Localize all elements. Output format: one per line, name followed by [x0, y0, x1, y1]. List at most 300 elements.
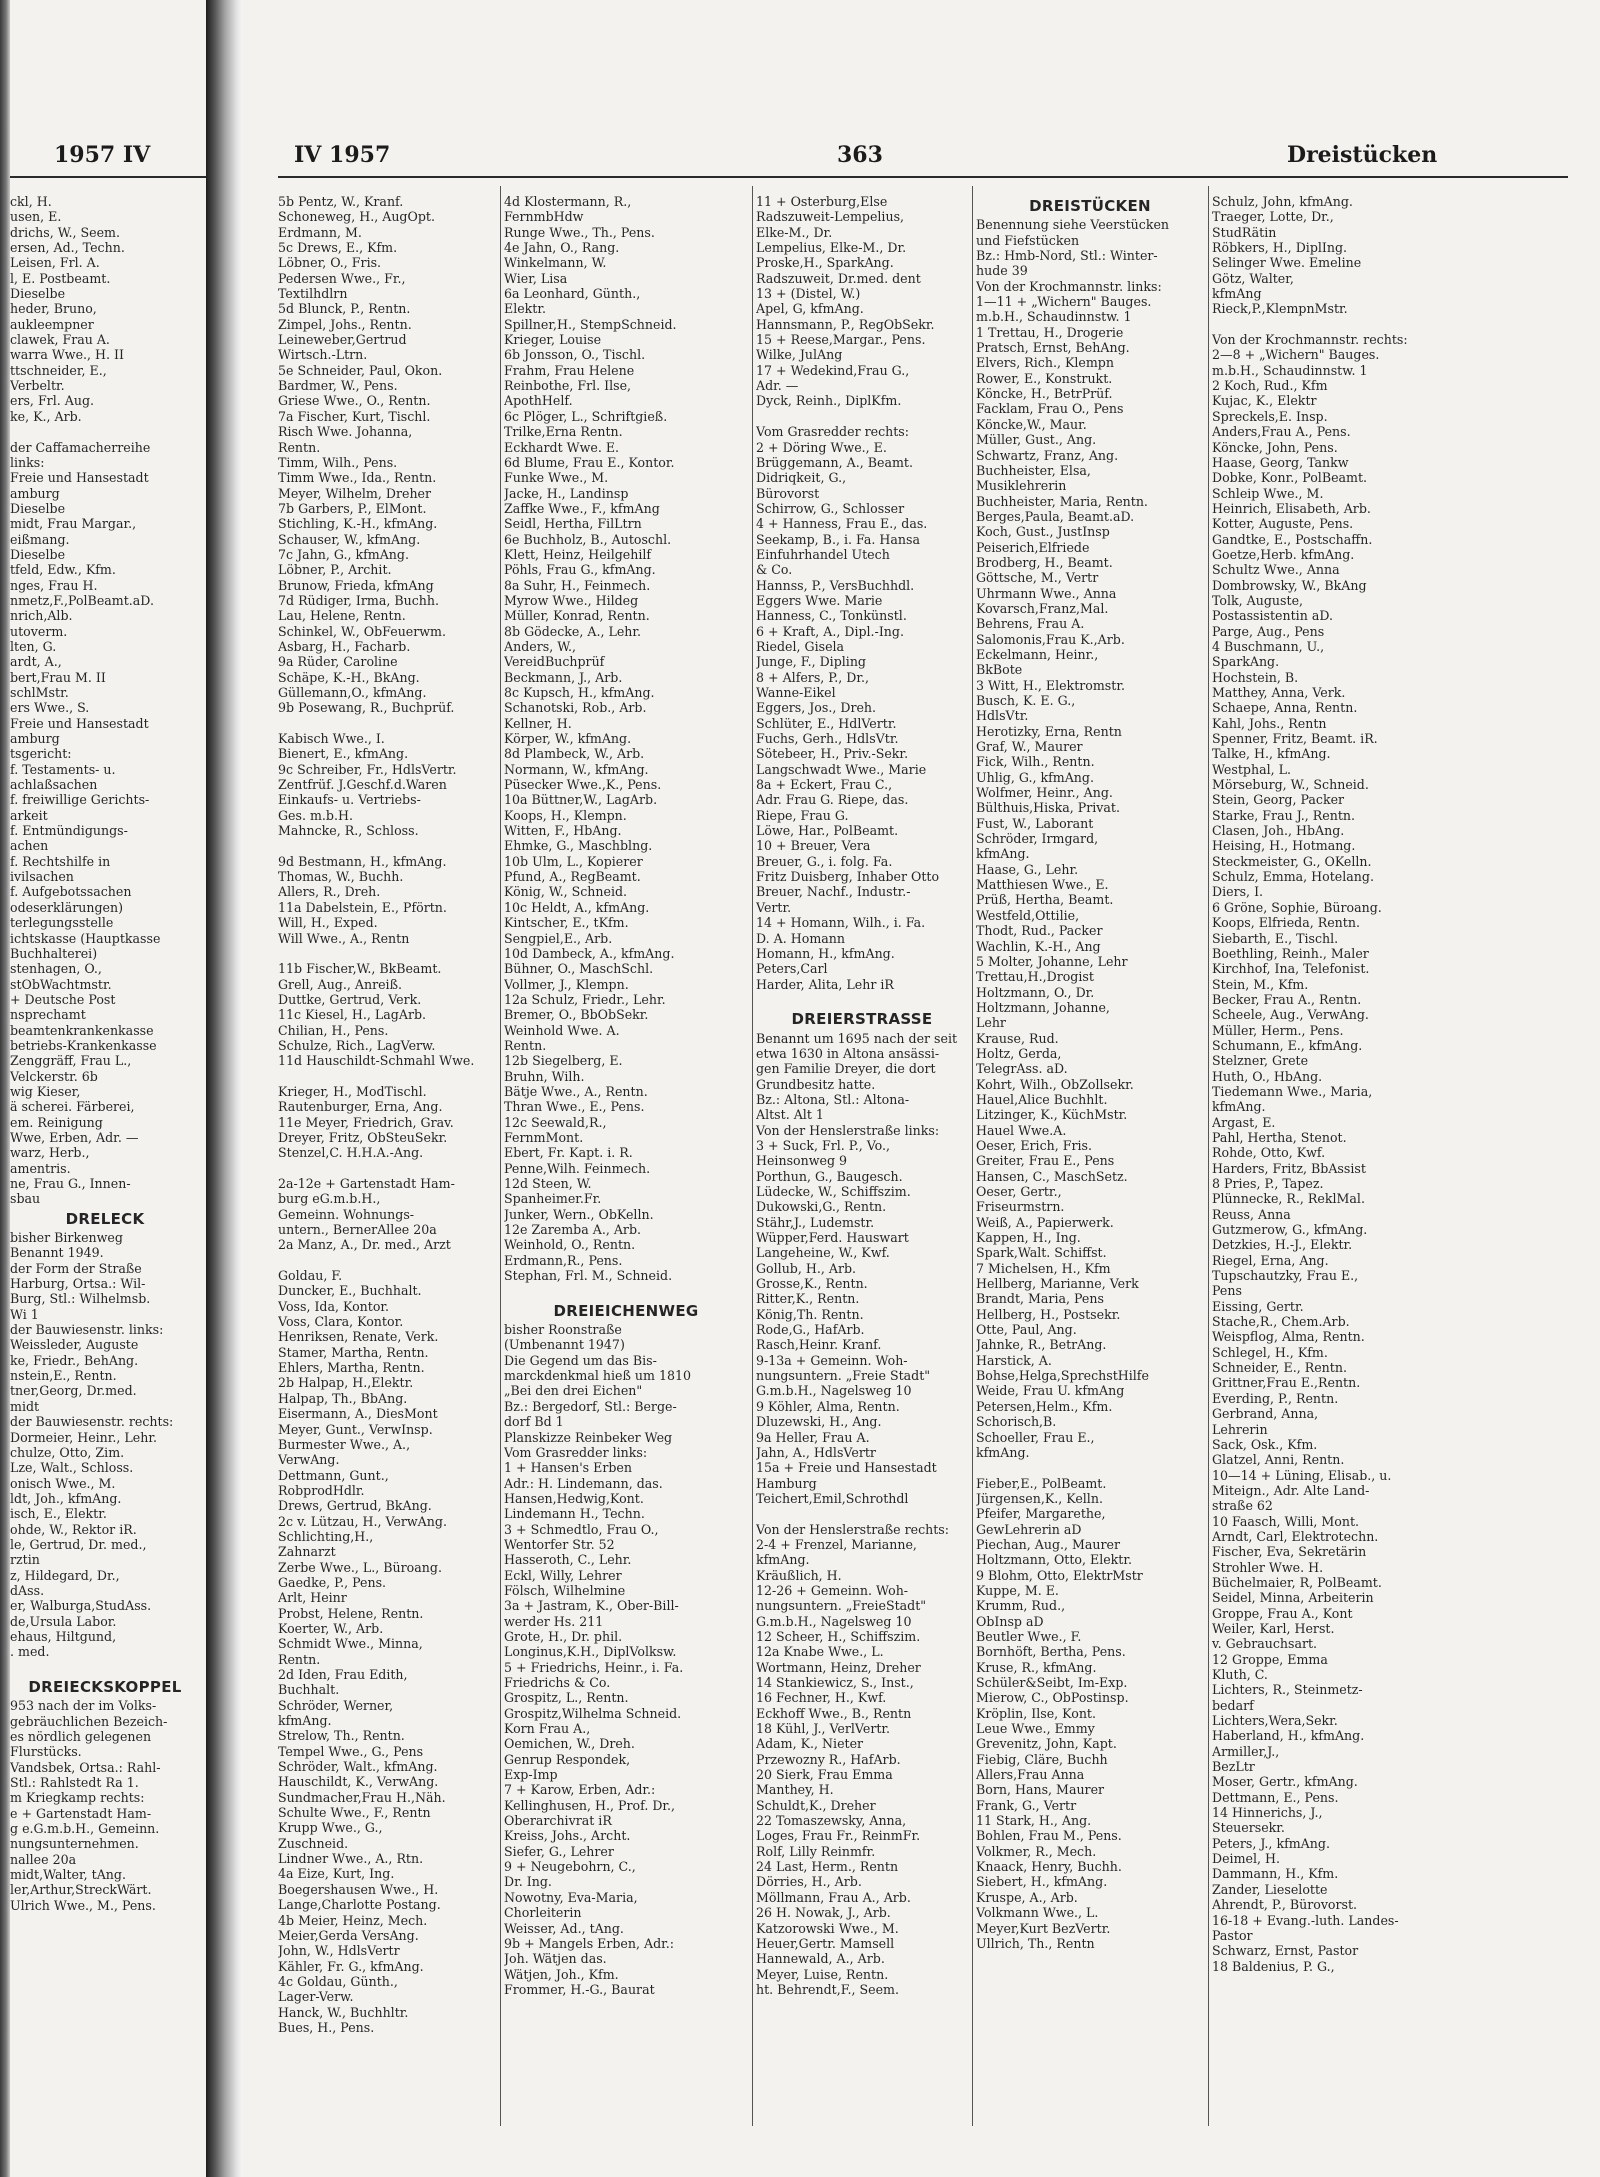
directory-entry: Schüler&Seibt, Im-Exp.: [976, 1675, 1128, 1690]
directory-entry: [756, 992, 968, 1007]
directory-entry: der Form der Straße: [10, 1260, 142, 1276]
directory-entry: 14 Hinnerichs, J.,: [1212, 1805, 1323, 1821]
directory-entry: stenhagen, O.,: [10, 961, 102, 977]
directory-entry: Vandsbek, Ortsa.: Rahl-: [10, 1759, 161, 1775]
directory-entry: 4d Klostermann, R.,: [504, 194, 632, 209]
directory-entry: wig Kieser,: [10, 1083, 81, 1099]
directory-entry: Koerter, W., Arb.: [278, 1620, 384, 1636]
left-page: [10, 0, 206, 2177]
directory-entry: Büchelmaier, R, PolBeamt.: [1212, 1574, 1382, 1590]
directory-entry: Longinus,K.H., DiplVolksw.: [504, 1644, 677, 1660]
directory-entry: Holtzmann, Otto, Elektr.: [976, 1552, 1133, 1568]
directory-entry: [504, 1283, 748, 1298]
directory-entry: Funke Wwe., M.: [504, 470, 609, 486]
directory-entry: dAss.: [10, 1582, 45, 1598]
directory-entry: Stephan, Frl. M., Schneid.: [504, 1268, 673, 1284]
directory-entry: 12a Knabe Wwe., L.: [756, 1644, 884, 1660]
directory-entry: gebräuchlichen Bezeich-: [10, 1713, 168, 1729]
directory-entry: Kovarsch,Franz,Mal.: [976, 600, 1109, 616]
directory-entry: Schulz, Emma, Hotelang.: [1212, 869, 1374, 885]
directory-entry: Oeser, Gertr.,: [976, 1184, 1062, 1199]
directory-entry: terlegungsstelle: [10, 915, 114, 931]
directory-entry: Von der Henslerstraße links:: [756, 1122, 940, 1138]
directory-entry: Hellberg, H., Postsekr.: [976, 1306, 1121, 1322]
directory-entry: Wolfmer, Heinr., Ang.: [976, 785, 1113, 801]
directory-entry: G.m.b.H., Nagelsweg 10: [756, 1383, 912, 1399]
directory-entry: 10b Ulm, L., Kopierer: [504, 853, 643, 869]
directory-entry: Hellberg, Marianne, Verk: [976, 1276, 1139, 1292]
directory-entry: burg eG.m.b.H.,: [278, 1191, 381, 1207]
directory-entry: nallee 20a: [10, 1851, 77, 1867]
directory-entry: Bremer, O., BbObSekr.: [504, 1007, 649, 1023]
directory-entry: tsgericht:: [10, 746, 72, 762]
column-divider: [972, 186, 973, 2126]
directory-entry: etwa 1630 in Altona ansässi-: [756, 1045, 940, 1061]
directory-entry: 9d Bestmann, H., kfmAng.: [278, 853, 447, 869]
directory-entry: Ullrich, Th., Rentn: [976, 1935, 1095, 1951]
directory-entry: Wier, Lisa: [504, 270, 568, 286]
directory-entry: 4a Eize, Kurt, Ing.: [278, 1866, 395, 1882]
directory-entry: 6 Gröne, Sophie, Büroang.: [1212, 899, 1382, 915]
directory-entry: Adr.: H. Lindemann, das.: [504, 1475, 663, 1491]
directory-entry: 5e Schneider, Paul, Okon.: [278, 362, 443, 378]
directory-entry: 11d Hauschildt-Schmahl Wwe.: [278, 1053, 475, 1069]
directory-entry: Weinhold, O., Rentn.: [504, 1237, 636, 1253]
directory-entry: Hauschildt, K., VerwAng.: [278, 1774, 439, 1790]
directory-entry: Przewozny R., HafArb.: [756, 1751, 901, 1767]
directory-entry: Lindemann H., Techn.: [504, 1506, 645, 1522]
directory-entry: Bohse,Helga,SprechstHilfe: [976, 1368, 1149, 1384]
directory-entry: arkeit: [10, 807, 48, 823]
directory-entry: Matthiesen Wwe., E.: [976, 877, 1109, 893]
directory-entry: Voss, Clara, Kontor.: [278, 1314, 404, 1330]
directory-entry: Myrow Wwe., Hildeg: [504, 592, 639, 608]
directory-entry: (Umbenannt 1947): [504, 1337, 625, 1353]
directory-entry: Oeser, Erich, Fris.: [976, 1137, 1092, 1153]
directory-entry: Seekamp, B., i. Fa. Hansa: [756, 531, 920, 547]
directory-entry: 9b Posewang, R., Buchprüf.: [278, 700, 455, 716]
directory-entry: Stähr,J., Ludemstr.: [756, 1214, 875, 1230]
directory-entry: 18 Baldenius, P. G.,: [1212, 1958, 1335, 1974]
directory-entry: 9a Heller, Frau A.: [756, 1429, 870, 1445]
directory-entry: Parge, Aug., Pens: [1212, 623, 1325, 639]
directory-entry: Schanotski, Rob., Arb.: [504, 700, 647, 716]
directory-entry: Stache,R., Chem.Arb.: [1212, 1314, 1350, 1330]
directory-entry: Junker, Wern., ObKelln.: [504, 1206, 654, 1222]
directory-entry: Löbner, P., Archit.: [278, 562, 392, 578]
directory-entry: [756, 409, 968, 424]
directory-entry: Harburg, Ortsa.: Wil-: [10, 1276, 146, 1292]
directory-entry: Fick, Wilh., Rentn.: [976, 754, 1095, 770]
directory-entry: Eckl, Willy, Lehrer: [504, 1567, 622, 1583]
directory-entry: chulze, Otto, Zim.: [10, 1444, 125, 1460]
directory-entry: Dammann, H., Kfm.: [1212, 1866, 1339, 1882]
directory-entry: Lempelius, Elke-M., Dr.: [756, 240, 907, 256]
directory-entry: Litzinger, K., KüchMstr.: [976, 1107, 1128, 1123]
directory-entry: Weinhold Wwe. A.: [504, 1022, 620, 1038]
section-heading: DREISTÜCKEN: [1029, 197, 1151, 215]
directory-entry: Velckerstr. 6b: [10, 1068, 98, 1084]
directory-entry: odeserklärungen): [10, 899, 123, 915]
directory-entry: Frommer, H.-G., Baurat: [504, 1981, 655, 1997]
directory-entry: Holtz, Gerda,: [976, 1045, 1062, 1061]
directory-entry: 9a Rüder, Caroline: [278, 654, 398, 670]
directory-entry: 8 + Alfers, P., Dr.,: [756, 669, 869, 685]
directory-entry: ers, Frl. Aug.: [10, 393, 95, 409]
directory-entry: Tolk, Auguste,: [1212, 592, 1304, 608]
directory-entry: ers Wwe., S.: [10, 700, 90, 716]
directory-entry: FernmbHdw: [504, 209, 584, 225]
directory-entry: Trettau,H.,Drogist: [976, 969, 1094, 985]
directory-entry: 15a + Freie und Hansestadt: [756, 1460, 937, 1476]
directory-entry: ohde, W., Rektor iR.: [10, 1521, 137, 1537]
directory-entry: Rentn.: [278, 1651, 321, 1667]
directory-entry: Von der Henslerstraße rechts:: [756, 1521, 950, 1537]
directory-entry: clawek, Frau A.: [10, 332, 110, 348]
directory-entry: Holtzmann, Johanne,: [976, 999, 1110, 1015]
directory-entry: f. freiwillige Gerichts-: [10, 792, 150, 808]
directory-entry: Möllmann, Frau A., Arb.: [756, 1889, 911, 1905]
directory-entry: Anders, W.,: [504, 638, 576, 654]
directory-entry: Vom Grasredder rechts:: [756, 424, 909, 440]
directory-entry: & Co.: [756, 562, 793, 578]
directory-entry: Meyer, Wilhelm, Dreher: [278, 485, 432, 501]
directory-entry: Köncke, H., BetrPrüf.: [976, 386, 1113, 402]
directory-entry: Allers, R., Dreh.: [278, 884, 381, 900]
directory-entry: Peters,Carl: [756, 961, 828, 977]
directory-entry: Haase, G., Lehr.: [976, 861, 1079, 877]
directory-entry: Will Wwe., A., Rentn: [278, 930, 410, 946]
directory-entry: Dormeier, Heinr., Lehr.: [10, 1429, 158, 1445]
directory-entry: Zimpel, Johs., Rentn.: [278, 316, 412, 332]
directory-entry: Mörseburg, W., Schneid.: [1212, 777, 1369, 793]
directory-entry: marckdenkmal hieß um 1810: [504, 1368, 692, 1384]
directory-entry: Fritz Duisberg, Inhaber Otto: [756, 869, 940, 885]
directory-entry: Breuer, G., i. folg. Fa.: [756, 853, 893, 869]
directory-entry: Bohlen, Frau M., Pens.: [976, 1828, 1122, 1844]
directory-entry: Grosse,K., Rentn.: [756, 1276, 868, 1292]
directory-entry: 7 + Karow, Erben, Adr.:: [504, 1782, 656, 1798]
directory-entry: Graf, W., Maurer: [976, 739, 1083, 755]
directory-entry: Wüpper,Ferd. Hauswart: [756, 1230, 909, 1246]
directory-entry: Salomonis,Frau K.,Arb.: [976, 631, 1125, 647]
right-header-rule: [278, 176, 1568, 178]
directory-entry: beamtenkrankenkasse: [10, 1022, 154, 1038]
directory-entry: FernmMont.: [504, 1129, 584, 1145]
directory-entry: Meyer,Kurt BezVertr.: [976, 1920, 1111, 1936]
directory-entry: stObWachtmstr.: [10, 976, 112, 992]
directory-entry: utoverm.: [10, 623, 68, 639]
left-page-column: [10, 194, 200, 1913]
directory-entry: Kröplin, Ilse, Kont.: [976, 1705, 1096, 1721]
directory-entry: Schinkel, W., ObFeuerwm.: [278, 623, 446, 639]
directory-entry: Junge, F., Dipling: [756, 654, 866, 670]
directory-entry: Thomas, W., Buchh.: [278, 869, 404, 885]
directory-entry: f. Testaments- u.: [10, 761, 116, 777]
directory-entry: Hanck, W., Buchhltr.: [278, 2004, 409, 2020]
directory-entry: Duncker, E., Buchhalt.: [278, 1283, 422, 1299]
directory-entry: 9-13a + Gemeinn. Woh-: [756, 1352, 908, 1368]
directory-entry: Flurstücks.: [10, 1744, 82, 1760]
directory-entry: BezLtr: [1212, 1759, 1255, 1775]
directory-entry: Herotizky, Erna, Rentn: [976, 723, 1122, 739]
directory-entry: Kellner, H.: [504, 715, 572, 731]
directory-entry: ke, Friedr., BehAng.: [10, 1352, 139, 1368]
directory-entry: 12b Siegelberg, E.: [504, 1053, 623, 1069]
directory-entry: 16 Fechner, H., Kwf.: [756, 1690, 887, 1706]
directory-entry: 4 Buschmann, U.,: [1212, 638, 1325, 654]
directory-entry: 5 Molter, Johanne, Lehr: [976, 953, 1128, 969]
directory-column-5: [1212, 194, 1452, 1974]
directory-entry: Witten, F., HbAng.: [504, 823, 622, 839]
directory-entry: Eissing, Gertr.: [1212, 1298, 1304, 1314]
directory-entry: Matthey, Anna, Verk.: [1212, 685, 1346, 700]
directory-entry: 1 Trettau, H., Drogerie: [976, 324, 1124, 340]
directory-entry: 10 Faasch, Willi, Mont.: [1212, 1513, 1360, 1529]
directory-entry: HdlsVtr.: [976, 708, 1029, 724]
directory-entry: Schoeller, Frau E.,: [976, 1429, 1095, 1445]
directory-entry: Kähler, Fr. G., kfmAng.: [278, 1958, 424, 1974]
directory-entry: Strelow, Th., Rentn.: [278, 1728, 405, 1744]
directory-entry: [1212, 317, 1452, 332]
left-header-rule: [10, 176, 206, 178]
directory-entry: König,Th. Rentn.: [756, 1306, 864, 1322]
directory-entry: em. Reinigung: [10, 1114, 103, 1130]
directory-entry: ApothHelf.: [504, 393, 573, 409]
column-divider: [500, 186, 501, 2126]
directory-entry: Bätje Wwe., A., Rentn.: [504, 1083, 648, 1099]
directory-entry: Spillner,H., StempSchneid.: [504, 316, 677, 332]
directory-entry: Grittner,Frau E.,Rentn.: [1212, 1375, 1361, 1391]
directory-entry: Holtzmann, O., Dr.: [976, 984, 1095, 1000]
directory-entry: Leue Wwe., Emmy: [976, 1721, 1095, 1737]
directory-entry: nges, Frau H.: [10, 577, 98, 593]
directory-entry: Pens: [1212, 1283, 1242, 1299]
directory-entry: Schulz, John, kfmAng.: [1212, 194, 1353, 209]
directory-entry: Meyer, Gunt., VerwInsp.: [278, 1421, 433, 1437]
directory-entry: achen: [10, 838, 49, 854]
directory-entry: Proske,H., SparkAng.: [756, 255, 894, 271]
directory-entry: Miteign., Adr. Alte Land-: [1212, 1482, 1370, 1498]
directory-entry: der Bauwiesenstr. rechts:: [10, 1414, 174, 1430]
directory-entry: 2a-12e + Gartenstadt Ham-: [278, 1176, 455, 1191]
directory-entry: Buchheister, Maria, Rentn.: [976, 493, 1148, 509]
directory-entry: Müller, Gust., Ang.: [976, 432, 1097, 448]
directory-entry: nungsuntern. „FreieStadt": [756, 1598, 927, 1614]
directory-entry: Erdmann, M.: [278, 224, 362, 240]
directory-entry: 10d Dambeck, A., kfmAng.: [504, 945, 675, 961]
directory-entry: Dieselbe: [10, 500, 66, 516]
directory-entry: Goldau, F.: [278, 1268, 343, 1284]
directory-entry: Vollmer, J., Klempn.: [504, 976, 629, 992]
directory-entry: ckl, H.: [10, 194, 52, 209]
directory-entry: Grell, Aug., Anreiß.: [278, 976, 402, 992]
directory-column-4: [976, 194, 1204, 1951]
directory-entry: Runge Wwe., Th., Pens.: [504, 224, 655, 240]
directory-entry: 8b Gödecke, A., Lehr.: [504, 623, 642, 639]
directory-entry: 11e Meyer, Friedrich, Grav.: [278, 1114, 454, 1130]
directory-entry: 12e Zaremba A., Arb.: [504, 1222, 642, 1238]
directory-entry: er, Walburga,StudAss.: [10, 1598, 152, 1614]
directory-entry: Stein, M., Kfm.: [1212, 976, 1309, 992]
directory-entry: Wortmann, Heinz, Dreher: [756, 1659, 921, 1675]
directory-entry: rztin: [10, 1552, 40, 1568]
directory-entry: warz, Herb.,: [10, 1145, 90, 1161]
directory-entry: Schlegel, H., Kfm.: [1212, 1344, 1328, 1360]
directory-entry: Koch, Gust., JustInsp: [976, 524, 1110, 540]
directory-entry: heder, Bruno,: [10, 301, 97, 317]
section-heading: DREIECKSKOPPEL: [28, 1678, 182, 1696]
directory-entry: 10a Büttner,W., LagArb.: [504, 792, 658, 808]
directory-entry: Dieselbe: [10, 286, 66, 302]
directory-entry: Benannt 1949.: [10, 1245, 104, 1261]
directory-entry: Buchhalt.: [278, 1682, 340, 1698]
directory-entry: Friedrichs & Co.: [504, 1675, 611, 1690]
directory-entry: ardt, A.,: [10, 654, 62, 670]
directory-entry: Wachlin, K.-H., Ang: [976, 938, 1101, 954]
directory-entry: Eggers Wwe. Marie: [756, 592, 883, 608]
directory-entry: [976, 1460, 1204, 1475]
directory-entry: Langeheine, W., Kwf.: [756, 1245, 890, 1261]
directory-entry: Stelzner, Grete: [1212, 1053, 1309, 1069]
directory-entry: Von der Krochmannstr. rechts:: [1212, 332, 1408, 348]
directory-entry: Plünnecke, R., ReklMal.: [1212, 1191, 1365, 1207]
directory-entry: ler,Arthur,StreckWärt.: [10, 1882, 152, 1898]
directory-entry: Elektr.: [504, 301, 547, 317]
directory-entry: Krupp Wwe., G.,: [278, 1820, 383, 1836]
directory-entry: 4b Meier, Heinz, Mech.: [278, 1912, 428, 1928]
directory-entry: 16-18 + Evang.-luth. Landes-: [1212, 1912, 1399, 1928]
directory-entry: Duttke, Gertrud, Verk.: [278, 991, 422, 1007]
directory-entry: Eisermann, A., DiesMont: [278, 1406, 438, 1422]
directory-entry: Fieber,E., PolBeamt.: [976, 1475, 1107, 1491]
directory-entry: ke, K., Arb.: [10, 408, 82, 424]
directory-entry: 2a Manz, A., Dr. med., Arzt: [278, 1237, 451, 1253]
directory-entry: Friseurmstrn.: [976, 1199, 1065, 1215]
scan-edge: [0, 0, 10, 2177]
directory-entry: Sack, Osk., Kfm.: [1212, 1436, 1318, 1452]
directory-entry: Müller, Konrad, Rentn.: [504, 608, 650, 624]
directory-entry: Schaepe, Anna, Rentn.: [1212, 700, 1358, 716]
directory-entry: G.m.b.H., Nagelsweg 10: [756, 1613, 912, 1629]
directory-entry: Güllemann,O., kfmAng.: [278, 685, 427, 700]
directory-entry: [756, 1506, 968, 1521]
directory-entry: kfmAng.: [976, 1444, 1030, 1460]
directory-entry: Heuer,Gertr. Mamsell: [756, 1935, 895, 1951]
section-heading: DREIEICHENWEG: [553, 1301, 699, 1320]
directory-entry: Schröder, Walt., kfmAng.: [278, 1759, 438, 1775]
directory-entry: Breuer, Nachf., Industr.-: [756, 884, 911, 900]
directory-entry: Dettmann, E., Pens.: [1212, 1789, 1339, 1805]
directory-entry: Uhlig, G., kfmAng.: [976, 769, 1094, 785]
directory-entry: Schmidt Wwe., Minna,: [278, 1636, 423, 1652]
directory-entry: Prüß, Hertha, Beamt.: [976, 892, 1114, 908]
directory-entry: Eckhoff Wwe., B., Rentn: [756, 1705, 912, 1721]
directory-entry: 8d Plambeck, W., Arb.: [504, 746, 645, 762]
directory-entry: betriebs-Krankenkasse: [10, 1037, 157, 1053]
directory-entry: Sötebeer, H., Priv.-Sekr.: [756, 746, 909, 762]
directory-entry: 26 H. Nowak, J., Arb.: [756, 1905, 891, 1921]
directory-entry: BkBote: [976, 662, 1023, 678]
directory-entry: Hauel Wwe.A.: [976, 1122, 1067, 1138]
directory-entry: Textilhdlrn: [278, 286, 348, 302]
directory-entry: ichtskasse (Hauptkasse: [10, 930, 161, 946]
directory-entry: Zahnarzt: [278, 1544, 336, 1560]
directory-entry: der Caffamacherreihe: [10, 439, 151, 455]
directory-entry: Spenner, Fritz, Beamt. iR.: [1212, 731, 1378, 747]
directory-entry: Kabisch Wwe., I.: [278, 731, 385, 747]
directory-entry: Krause, Rud.: [976, 1030, 1059, 1046]
directory-entry: Dettmann, Gunt.,: [278, 1467, 389, 1483]
directory-entry: VereidBuchprüf: [504, 654, 605, 670]
directory-entry: Schwartz, Franz, Ang.: [976, 447, 1119, 463]
directory-entry: Kreiss, Johs., Archt.: [504, 1828, 631, 1844]
directory-entry: usen, E.: [10, 209, 62, 225]
directory-entry: schlMstr.: [10, 685, 69, 700]
directory-entry: Zander, Lieselotte: [1212, 1881, 1328, 1897]
directory-entry: 7a Fischer, Kurt, Tischl.: [278, 408, 431, 424]
directory-entry: Kotter, Auguste, Pens.: [1212, 516, 1354, 532]
directory-entry: Lüdecke, W., Schiffszim.: [756, 1184, 911, 1199]
directory-entry: Schwarz, Ernst, Pastor: [1212, 1943, 1359, 1959]
directory-entry: Jahnke, R., BetrAng.: [976, 1337, 1107, 1353]
directory-entry: dorf Bd 1: [504, 1414, 564, 1430]
directory-entry: Ehmke, G., Maschblng.: [504, 838, 653, 854]
directory-entry: Zenggräff, Frau L.,: [10, 1053, 132, 1069]
directory-entry: StudRätin: [1212, 224, 1277, 240]
directory-entry: Henriksen, Renate, Verk.: [278, 1329, 439, 1345]
directory-entry: Seidel, Minna, Arbeiterin: [1212, 1590, 1374, 1606]
directory-entry: Goetze,Herb. kfmAng.: [1212, 546, 1355, 562]
directory-entry: Kräußlich, H.: [756, 1567, 842, 1583]
directory-entry: Elke-M., Dr.: [756, 224, 833, 240]
directory-entry: Otte, Paul, Ang.: [976, 1322, 1077, 1338]
directory-entry: warra Wwe., H. II: [10, 347, 124, 363]
directory-entry: Lze, Walt., Schloss.: [10, 1460, 134, 1476]
directory-entry: [278, 1069, 496, 1084]
directory-entry: Kahl, Johs., Rentn: [1212, 715, 1327, 731]
directory-entry: Busch, K. E. G.,: [976, 693, 1076, 708]
directory-entry: Hannss, P., VersBuchhdl.: [756, 577, 915, 593]
directory-entry: Detzkies, H.-J., Elektr.: [1212, 1237, 1353, 1253]
directory-entry: de,Ursula Labor.: [10, 1613, 117, 1629]
directory-column-3: [756, 194, 968, 1997]
directory-entry: Heinsonweg 9: [756, 1153, 848, 1169]
directory-entry: 12 Groppe, Emma: [1212, 1651, 1328, 1667]
directory-entry: Huth, O., HbAng.: [1212, 1068, 1323, 1084]
directory-entry: 8c Kupsch, H., kfmAng.: [504, 685, 655, 700]
directory-entry: Fölsch, Wilhelmine: [504, 1582, 626, 1598]
directory-entry: Bienert, E., kfmAng.: [278, 746, 409, 762]
directory-entry: Grote, H., Dr. phil.: [504, 1628, 623, 1644]
directory-entry: Hanness, C., Tonkünstl.: [756, 608, 907, 624]
directory-entry: Wi 1: [10, 1306, 39, 1322]
directory-entry: links:: [10, 454, 45, 470]
directory-entry: Bülthuis,Hiska, Privat.: [976, 800, 1120, 816]
directory-entry: Thran Wwe., E., Pens.: [504, 1099, 645, 1115]
directory-entry: f. Entmündigungs-: [10, 823, 128, 839]
directory-entry: 7c Jahn, G., kfmAng.: [278, 546, 409, 562]
directory-entry: Bz.: Hmb-Nord, Stl.: Winter-: [976, 248, 1158, 264]
directory-entry: Steckmeister, G., OKelln.: [1212, 853, 1372, 869]
directory-entry: 4c Goldau, Günth.,: [278, 1973, 398, 1989]
directory-entry: Gollub, H., Arb.: [756, 1260, 857, 1276]
directory-entry: 1—11 + „Wichern" Bauges.: [976, 294, 1152, 310]
right-page: [242, 0, 1600, 2177]
directory-entry: Körper, W., kfmAng.: [504, 731, 632, 747]
directory-entry: Argast, E.: [1212, 1114, 1276, 1130]
directory-entry: 5b Pentz, W., Kranf.: [278, 194, 404, 209]
